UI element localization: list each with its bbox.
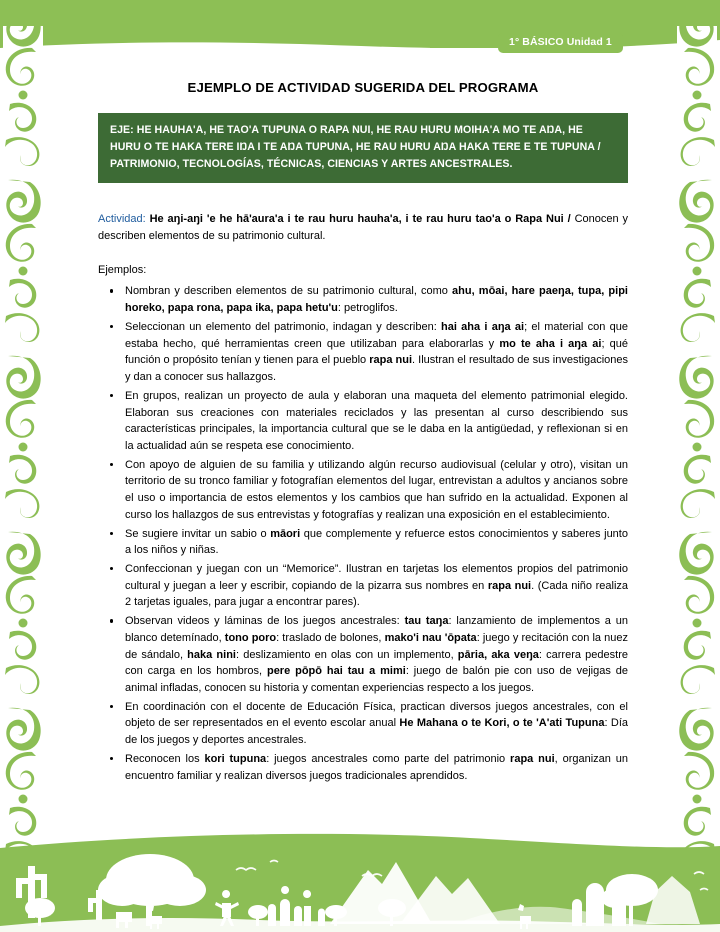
rapanui-term: pāria, aka veŋa xyxy=(457,648,539,661)
body-text: ; el material con que estaba hecho, qué herramientas creen que utilizaban para elaborarlas y xyxy=(125,320,628,350)
body-text: Seleccionan un elemento del patrimonio, indagan y describen: xyxy=(125,320,442,333)
right-decorative-border xyxy=(674,0,720,932)
body-text: : juegos ancestrales como parte del patrimonio xyxy=(266,752,511,765)
body-text: : Día de los juegos y deportes ancestrales. xyxy=(125,717,628,747)
rapanui-term: tau taŋa xyxy=(404,615,449,628)
body-text: , organizan un encuentro familiar y realizan diversos juegos tradicionales aprendidos. xyxy=(125,752,629,782)
rapanui-term: rapa nui xyxy=(487,579,532,592)
body-text: En grupos, realizan un proyecto de aula y elaboran una maqueta del elemento patrimonial elegido. Elaboran sus creaciones con materiales reciclados y las presentan al curso describiendo sus características principales, la importancia cultural que se le daba en la antigüedad, y reflexionan si en la actualidad aún se respeta ese conocimiento. xyxy=(125,389,628,452)
bullet-kori-tupuna xyxy=(98,751,628,784)
bullet-proyecto-maqueta xyxy=(98,388,628,455)
bullet-seleccionan-elemento xyxy=(98,319,628,386)
activity-label: Actividad: xyxy=(98,213,146,226)
examples-label: Ejemplos: xyxy=(98,264,147,277)
rapanui-term: He Mahana o te Kori, o te 'A'ati Tupuna xyxy=(399,717,605,730)
body-text: : carrera pedestre con carga en los hombros, xyxy=(125,648,628,678)
rapanui-term: māori xyxy=(270,527,301,540)
rapanui-term: mo te aha i aŋa ai xyxy=(499,337,602,350)
rapanui-term: kori tupuna xyxy=(204,752,267,765)
rapanui-term: tono poro xyxy=(224,631,277,644)
bottom-landscape-art xyxy=(0,832,720,932)
examples-list xyxy=(98,283,628,784)
activity-rapanui-text: He aŋi-aŋi 'e he hā'aura'a i te rau huru hauha'a, i te rau huru tao'a o Rapa Nui / xyxy=(149,213,571,226)
body-text: : deslizamiento en olas con un implemento, xyxy=(235,648,458,661)
rapanui-term: haka nini xyxy=(187,648,236,661)
body-text: Observan videos y láminas de los juegos ancestrales: xyxy=(125,615,405,628)
body-text: : petroglifos. xyxy=(337,302,398,315)
left-decorative-border xyxy=(0,0,46,932)
rapanui-term: ahu, mōai, hare paeŋa, tupa, pipi horeko, papa rona, papa ika, papa hetu'u xyxy=(125,285,628,315)
bullet-memorice xyxy=(98,561,628,611)
body-text: Reconocen los xyxy=(125,752,205,765)
body-text: : traslado de bolones, xyxy=(276,631,385,644)
rapanui-term: rapa nui xyxy=(369,354,413,367)
document-content xyxy=(98,80,628,786)
body-text: : juego y recitación con la nuez de sándalo, xyxy=(125,631,628,661)
body-text: Confeccionan y juegan con un “Memorice”. Ilustran en tarjetas los elementos propios del patrimonio cultural y juegan a leer y escribir, copiando de la pizarra sus nombres en xyxy=(125,562,628,592)
page-title: EJEMPLO DE ACTIVIDAD SUGERIDA DEL PROGRAMA xyxy=(187,80,539,95)
bullet-nombran-describen xyxy=(98,283,628,316)
eje-box: EJE: HE HAUHA'A, HE TAO'A TUPUNA O RAPA NUI, HE RAU HURU MOIHA'A MO TE AŊA, HE HURU O TE HAKA TERE IŊA I TE AŊA TUPUNA, HE RAU HURU AŊA HAKA TERE E TE TUPUNA / PATRIMONIO, TECNOLOGÍAS, TÉCNICAS, CIENCIAS Y ARTES ANCESTRALES. xyxy=(98,113,628,183)
bullet-invitar-sabio xyxy=(98,526,628,559)
body-text: : juego de balón pie con uso de vejigas de animal infladas, conocen su historia y comentan experiencias respecto a los juegos. xyxy=(125,665,629,694)
activity-line xyxy=(98,211,628,244)
body-text: Nombran y describen elementos de su patrimonio cultural, como xyxy=(125,285,453,298)
body-text: que complemente y refuerce estos conocimientos y saberes junto a los niños y niñas. xyxy=(125,527,628,557)
rapanui-term: mako'i nau 'ōpata xyxy=(384,631,477,644)
body-text: Con apoyo de alguien de su familia y utilizando algún recurso audiovisual (celular y otro), visitan un territorio de su tronco familiar y fotografían elementos del lugar, entrevistan a adultos y ancianos sobre el uso o importancia de estos elementos y los cambios que han sufrido en la actualidad. Exponen al curso los hallazgos de sus entrevistas y fotografías y realizan una exposición en el establecimiento. xyxy=(125,458,628,521)
bullet-apoyo-familia xyxy=(98,457,628,524)
rapanui-term: pere pōpō hai tau a mimi xyxy=(266,665,406,678)
bullet-videos-juegos xyxy=(98,613,628,697)
body-text: ; qué función o propósito tenían y tienen para el pueblo xyxy=(125,337,629,367)
body-text: . (Cada niño realiza 2 tarjetas iguales, para jugar a encontrar pares). xyxy=(125,579,629,609)
body-text: En coordinación con el docente de Educación Física, practican diversos juegos ancestrales, con el objeto de ser representados en el evento escolar anual xyxy=(125,700,628,730)
body-text: : lanzamiento de implementos a un blanco detemínado, xyxy=(125,615,628,644)
body-text: . Ilustran el resultado de sus investigaciones y dan a conocer sus hallazgos. xyxy=(125,354,628,384)
rapanui-term: hai aha i aŋa ai xyxy=(441,320,525,333)
bullet-educacion-fisica xyxy=(98,699,628,749)
rapanui-term: rapa nui xyxy=(510,752,555,765)
unit-badge: 1° BÁSICO Unidad 1 xyxy=(498,33,623,53)
activity-spanish-text: Conocen y describen elementos de su patrimonio cultural. xyxy=(98,213,628,242)
body-text: Se sugiere invitar un sabio o xyxy=(125,527,271,540)
